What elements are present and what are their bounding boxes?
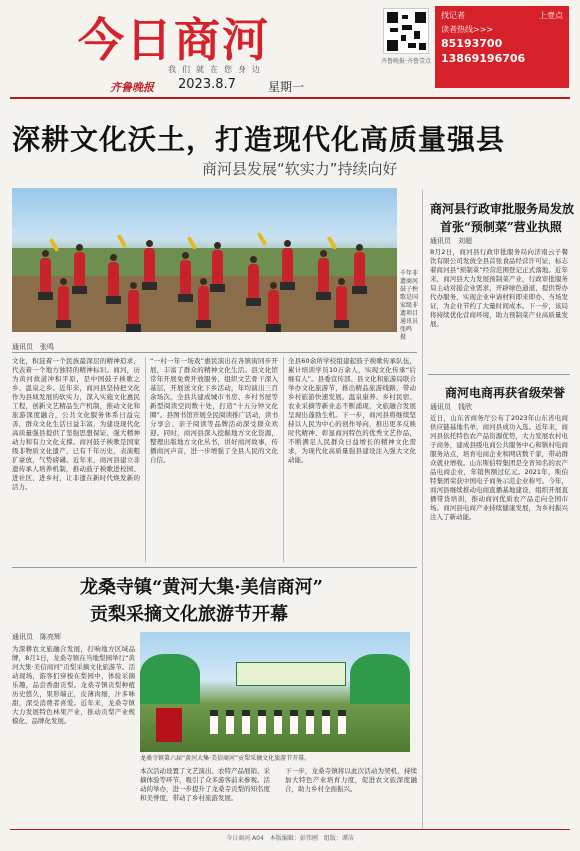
right-story-2-headline: 商河电商再获省级荣誉 [445, 386, 566, 400]
masthead [0, 0, 580, 100]
right-story-2-body: 近日，山东省商务厅公布了2023年山东省电商供应链基地名单，商河县成功入选。近年来，商河县依托特色农产品资源优势，大力发展农村电子商务，建成县级电商公共服务中心和镇村电商服务站点，培育电商企业和网店数千家，带动群众就业增收。山东斯伯特集团是全省知名的农产品电商企业，年销售额过亿元。2021年，斯伯特集团荣获中国电子商务示范企业称号。今年，商河县继续推动电商直播基地建设，组织开展直播带货培训，推动商河优质农产品走向全国市场。商河县电商产业持续健康发展，为乡村振兴注入了新动能。 [430, 414, 568, 521]
right-story-2-byline: 通讯员 钱欣 [430, 403, 472, 411]
hotline-label-a: 找记者 [441, 11, 465, 20]
right-story-1-body: 8月2日，商河县行政审批服务局向济南云子餐饮有限公司发放全县首张食品经营许可证，标志着商河县“预制菜”经营范围登记正式落地。近年来，商河县大力发展预制菜产业，行政审批服务局主动对接企业需求，开辟绿色通道，提供帮办代办服务，实现企业申请材料即来即办、当场发证，为企业节约了大量时间成本。下一步，该局将持续优化营商环境，助力预制菜产业高质量发展。 [430, 248, 568, 328]
qr-caption: 齐鲁晚报·齐鲁壹点 [381, 58, 431, 65]
mid-story-headline-2: 贡梨采摘文化旅游节开幕 [90, 604, 288, 625]
lead-subhead: 商河县发展“软实力”持续向好 [202, 160, 398, 178]
footer-rule [10, 829, 570, 830]
page-footer: 今日商河·A04 本版编辑：彭伟刚 组版：谭洁 [226, 835, 354, 842]
mid-photo [140, 632, 410, 752]
lead-byline-rule [12, 352, 417, 353]
mid-story-top-rule [12, 567, 417, 568]
hotline-label-c: 读者热线>>> [441, 25, 494, 34]
lead-column-2: “一村一年一场戏”惠民演出在各镇街同步开展，丰富了群众的精神文化生活。县文化馆常年开展免费开放服务，组织文艺骨干深入基层，开展送文化下乡活动，年均演出三百余场次。全县共建成城市书房、乡村书屋等新型阅读空间数十处，打造“十五分钟文化圈”。县图书馆开展全民阅读推广活动，读书分享会、亲子阅读等品牌活动深受群众欢迎。同时，商河县深入挖掘地方文化资源，整理出版地方文化丛书，讲好商河故事，传播商河声音，进一步增强了全县人民的文化自信。 [150, 357, 278, 464]
hotline-label-b: 上壹点 [539, 11, 563, 20]
issue-weekday: 星期一 [268, 80, 305, 94]
mid-story-headline-1: 龙桑寺镇“黄河大集·美信商河” [80, 577, 323, 598]
mid-story-byline: 通讯员 陈亮辉 [12, 633, 61, 641]
reader-hotline-box [435, 6, 569, 88]
column-divider [145, 357, 146, 562]
column-divider [283, 357, 284, 562]
lead-photo [12, 188, 397, 332]
masthead-divider [10, 97, 570, 99]
lead-column-1: 文化，积淀着一个民族最深层的精神追求，代表着一个地方独特的精神标识。商河，历为黄河故道冲积平原，是中国鼓子秧歌之乡、温泉之乡。近年来，商河县坚持把文化作为县域发展的软实力，深入实施文化惠民工程，创新文艺精品生产机制，推动文化和旅游深度融合，公共文化服务体系日益完善，群众文化生活日益丰富，为建设现代化高质量强县提供了坚强思想保证、强大精神动力和有力文化支撑。商河鼓子秧歌是国家级非物质文化遗产，已有千年历史，表演粗犷豪放，气势磅礴。近年来，商河县建立非遗传承人培养机制，推动鼓子秧歌进校园、进社区、进乡村，让非遗在新时代焕发新的活力。 [12, 357, 140, 491]
right-story-1-headline-1: 商河县行政审批服务局发放 [430, 202, 575, 216]
issue-date: 2023.8.7 [178, 77, 236, 92]
masthead-logo: 今日商河 [78, 13, 270, 67]
masthead-slogan: 我们就在您身边 [168, 65, 266, 74]
lead-column-3: 全县60余所学校组建起鼓子秧歌传承队伍，累计培训学员10万余人，实现文化传承“后继有人”。县委宣传部、县文化和旅游局联合举办文化旅游节，推出精品旅游线路，带动乡村旅游快速发展。温泉康养、乡村民宿、农业采摘等新业态不断涌现，文旅融合发展呈现出蓬勃生机。下一步，商河县将继续坚持以人民为中心的创作导向，推出更多反映时代精神、彰显商河特色的优秀文艺作品，不断满足人民群众日益增长的精神文化需求，为现代化高质量强县建设注入强大文化动能。 [288, 357, 416, 464]
brand-name: 齐鲁晚报 [110, 81, 154, 94]
hotline-phone-2: 13869196706 [441, 52, 526, 65]
right-column-divider [422, 190, 423, 830]
mid-column-2: 本次活动设置了文艺演出、农特产品展销、采摘体验等环节，吸引了众多游客前来参观。活动的举办，进一步提升了龙桑寺贡梨的知名度和美誉度，带动了乡村旅游发展。 [140, 767, 270, 802]
right-story-1-byline: 通讯员 刘超 [430, 237, 472, 245]
right-story-divider [428, 374, 570, 375]
lead-photo-caption: 千年非遗商河鼓子秧歌是国家级非遗项目 通讯员 张鸣 摄 [400, 270, 419, 341]
mid-column-3: 下一步，龙桑寺镇将以此次活动为契机，持续加大特色产业培育力度，促进农文旅深度融合，助力乡村全面振兴。 [285, 767, 417, 793]
lead-byline: 通讯员 张鸣 [12, 343, 54, 351]
hotline-phone-1: 85193700 [441, 37, 503, 50]
mid-column-1: 为深耕农文旅融合发展，打响地方区域品牌，8月1日，龙桑寺镇在当地梨园举行“黄河大集·美信商河”贡梨采摘文化旅游节。活动现场，游客们穿梭在梨园中，体验采摘乐趣，品尝香甜贡梨。龙桑寺镇贡梨种植历史悠久，果形端正，皮薄肉细，汁多味甜，深受消费者喜爱。近年来，龙桑寺镇大力发展特色林果产业，推动贡梨产业规模化、品牌化发展。 [12, 645, 135, 725]
mid-photo-caption: 龙桑寺镇第六届“黄河大集·美信商河”贡梨采摘文化旅游节开幕。 [140, 755, 311, 762]
qr-code-icon[interactable] [383, 8, 429, 54]
right-story-1-headline-2: 首张“预制菜”营业执照 [440, 220, 562, 234]
lead-headline: 深耕文化沃土，打造现代化高质量强县 [12, 123, 506, 156]
